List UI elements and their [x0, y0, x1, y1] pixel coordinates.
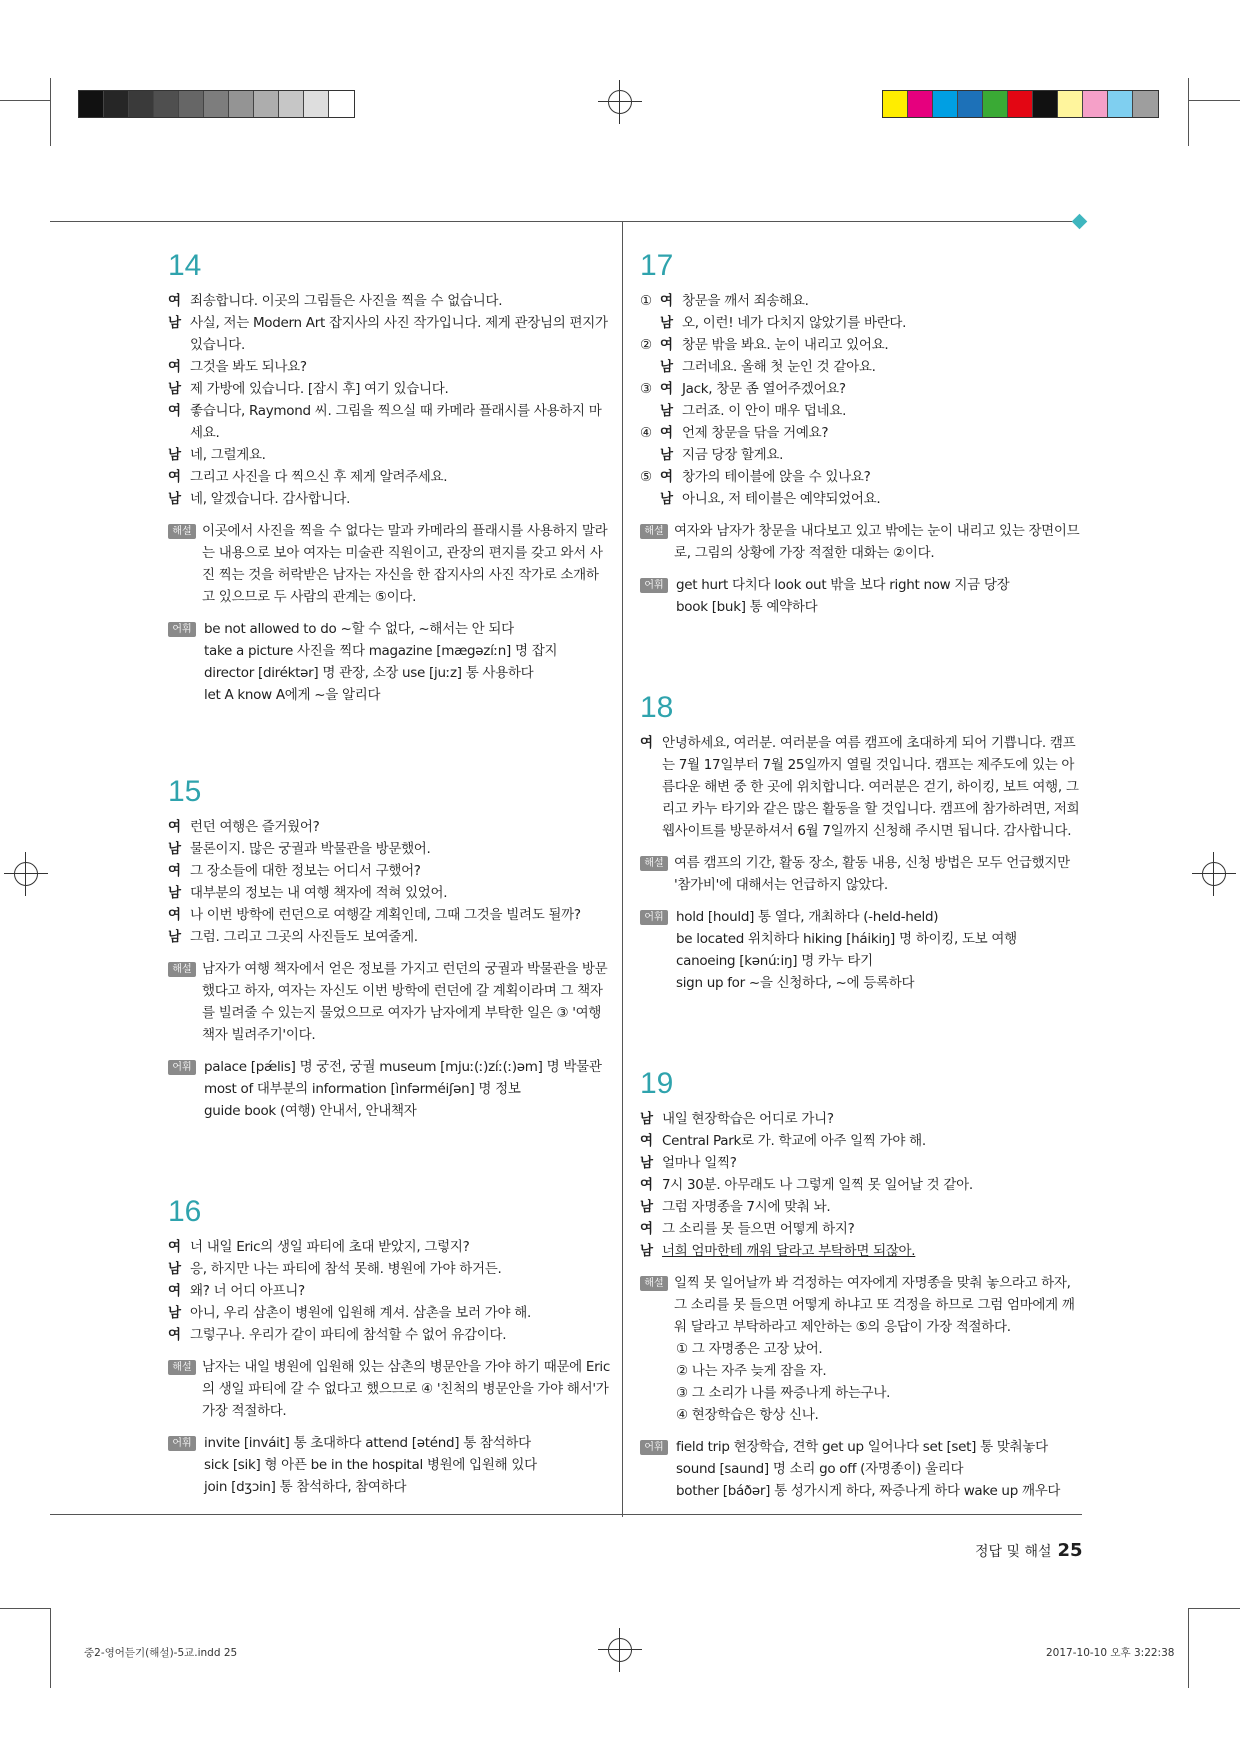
- dialogue: [640, 290, 1082, 510]
- question-number: 14: [168, 249, 202, 282]
- swatch: [1033, 91, 1058, 117]
- vocab-line: get hurt 다치다 look out 밖을 보다 right now 지금 당장: [676, 577, 1010, 593]
- explanation-text: 남자는 내일 병원에 입원해 있는 삼촌의 병문안을 가야 하기 때문에 Eric의 생일 파티에 갈 수 없다고 했으므로 ④ '친척의 병문안을 가야 해서'가 가장 적절하다.: [202, 1359, 610, 1419]
- line-text: 언제 창문을 닦을 거예요?: [682, 425, 829, 441]
- dialogue: [168, 816, 610, 948]
- dialogue-line: [168, 290, 610, 312]
- swatch: [129, 91, 154, 117]
- speaker: 여: [168, 863, 181, 879]
- line-text: 사실, 저는 Modern Art 잡지사의 사진 작가입니다. 제게 관장님의 편지가 있습니다.: [190, 315, 608, 353]
- dialogue-line: [168, 488, 610, 510]
- crop-mark: [1188, 1608, 1240, 1609]
- speaker: 여: [640, 1133, 653, 1149]
- dialogue-line: [168, 356, 610, 378]
- vocab-line: palace [pǽlis] 명 궁전, 궁궐 museum [mjuː(ː)zíː(ː)əm] 명 박물관: [204, 1059, 602, 1075]
- explanation-text: 여자와 남자가 창문을 내다보고 있고 밖에는 눈이 내리고 있는 장면이므로, 그림의 상황에 가장 적절한 대화는 ②이다.: [674, 523, 1080, 561]
- line-text: 그러네요. 올해 첫 눈인 것 같아요.: [682, 359, 876, 375]
- line-text: Jack, 창문 좀 열어주겠어요?: [682, 381, 846, 397]
- column-divider: [622, 222, 623, 1517]
- dialogue-line: [168, 1324, 610, 1346]
- vocab-line: director [diréktər] 명 관장, 소장 use [juːz] 통 사용하다: [204, 665, 534, 681]
- swatch: [1133, 91, 1158, 117]
- explanation: [168, 1356, 610, 1422]
- dialogue-line: [640, 1108, 1082, 1130]
- line-text: 그것을 봐도 되나요?: [190, 359, 307, 375]
- speaker: 여: [168, 1283, 181, 1299]
- crop-mark: [1188, 1608, 1189, 1688]
- dialogue-line: [640, 466, 1082, 488]
- answer-option: ② 나는 자주 늦게 잠을 자.: [676, 1363, 827, 1379]
- vocab-line: book [buk] 통 예약하다: [676, 599, 818, 615]
- dialogue-line: [168, 1236, 610, 1258]
- swatch: [983, 91, 1008, 117]
- explanation-tag: 해설: [168, 1360, 196, 1375]
- dialogue-line: [168, 816, 610, 838]
- swatch: [79, 91, 104, 117]
- line-text: 창문 밖을 봐요. 눈이 내리고 있어요.: [682, 337, 889, 353]
- top-rule: [50, 221, 1082, 222]
- speaker: 남: [168, 841, 181, 857]
- vocab-line: let A know A에게 ~을 알리다: [204, 687, 381, 703]
- explanation: [168, 958, 610, 1046]
- dialogue-line: [168, 860, 610, 882]
- speaker: 여: [640, 1221, 653, 1237]
- dialogue-line: [640, 444, 1082, 466]
- line-text: 7시 30분. 아무래도 나 그렇게 일찍 못 일어날 것 같아.: [662, 1177, 973, 1193]
- line-text: 왜? 너 어디 아프니?: [190, 1283, 305, 1299]
- dialogue: [168, 1236, 610, 1346]
- speaker: 여: [168, 403, 181, 419]
- vocab-line: sick [sik] 형 아픈 be in the hospital 병원에 입원해 있다: [204, 1457, 537, 1473]
- swatch: [1058, 91, 1083, 117]
- crop-mark: [1188, 100, 1240, 101]
- speaker: 여: [660, 381, 673, 397]
- speaker: 남: [660, 447, 673, 463]
- explanation-tag: 해설: [640, 1276, 668, 1291]
- vocab-line: join [dʒɔin] 통 참석하다, 참여하다: [204, 1479, 407, 1495]
- swatch: [279, 91, 304, 117]
- speaker: 남: [640, 1155, 653, 1171]
- vocabulary-tag: 어휘: [640, 910, 668, 925]
- speaker: 여: [660, 337, 673, 353]
- question-16: [168, 1194, 610, 1498]
- dialogue-line: [168, 312, 610, 356]
- option-number: ③: [640, 381, 652, 397]
- explanation-tag: 해설: [640, 524, 668, 539]
- speaker: 남: [168, 1305, 181, 1321]
- question-number: 15: [168, 775, 202, 808]
- line-text: 런던 여행은 즐거웠어?: [190, 819, 320, 835]
- vocab-line: be not allowed to do ~할 수 없다, ~해서는 안 되다: [204, 621, 514, 637]
- speaker: 남: [168, 1261, 181, 1277]
- dialogue-line: [640, 312, 1082, 334]
- dialogue-line: [168, 400, 610, 444]
- line-text: 죄송합니다. 이곳의 그림들은 사진을 찍을 수 없습니다.: [190, 293, 503, 309]
- vocab-line: most of 대부분의 information [ìnfərméiʃən] 명 정보: [204, 1081, 521, 1097]
- line-text: 그럼 자명종을 7시에 맞춰 놔.: [662, 1199, 831, 1215]
- swatch: [1008, 91, 1033, 117]
- dialogue-line: [640, 334, 1082, 356]
- dialogue-line: [168, 378, 610, 400]
- dialogue: [640, 1108, 1082, 1262]
- answer-option: ① 그 자명종은 고장 났어.: [676, 1341, 823, 1357]
- question-15: [168, 774, 610, 1122]
- speaker: 남: [168, 929, 181, 945]
- dialogue-line: [168, 1280, 610, 1302]
- page-number: 25: [1057, 1540, 1083, 1561]
- option-number: ⑤: [640, 469, 652, 485]
- registration-mark-left: [4, 852, 48, 896]
- question-18: [640, 690, 1082, 994]
- line-text: 아니, 우리 삼촌이 병원에 입원해 계셔. 삼촌을 보러 가야 해.: [190, 1305, 531, 1321]
- explanation: [640, 520, 1082, 564]
- registration-mark-right: [1192, 852, 1236, 896]
- swatch: [254, 91, 279, 117]
- vocabulary-tag: 어휘: [168, 1436, 196, 1451]
- vocab-line: invite [inváit] 통 초대하다 attend [əténd] 통 참석하다: [204, 1435, 531, 1451]
- vocabulary-tag: 어휘: [168, 622, 196, 637]
- dialogue-line: [640, 1196, 1082, 1218]
- line-text: 그렇구나. 우리가 같이 파티에 참석할 수 없어 유감이다.: [190, 1327, 507, 1343]
- dialogue-line: [640, 488, 1082, 510]
- question-19: [640, 1066, 1082, 1502]
- line-text: 물론이지. 많은 궁궐과 박물관을 방문했어.: [190, 841, 431, 857]
- answer-options: [674, 1338, 1082, 1426]
- line-text: 아니요, 저 테이블은 예약되었어요.: [682, 491, 881, 507]
- crop-mark: [0, 100, 50, 101]
- swatch: [179, 91, 204, 117]
- question-number: 17: [640, 249, 674, 282]
- line-text: 지금 당장 할게요.: [682, 447, 784, 463]
- dialogue-line: [640, 1240, 1082, 1262]
- vocab-line: field trip 현장학습, 견학 get up 일어나다 set [set] 통 맞춰놓다: [676, 1439, 1048, 1455]
- dialogue-line: [640, 422, 1082, 444]
- dialogue-line: [168, 838, 610, 860]
- answer-option: ④ 현장학습은 항상 신나.: [676, 1407, 819, 1423]
- speaker: 남: [168, 491, 181, 507]
- grayscale-bar: [78, 90, 355, 118]
- line-text: 얼마나 일찍?: [662, 1155, 737, 1171]
- line-text: 그 소리를 못 들으면 어떻게 하지?: [662, 1221, 855, 1237]
- question-number: 16: [168, 1195, 202, 1228]
- question-number: 18: [640, 691, 674, 724]
- dialogue-line: [640, 290, 1082, 312]
- vocab-line: bother [báðər] 통 성가시게 하다, 짜증나게 하다 wake up 깨우다: [676, 1483, 1061, 1499]
- question-17: [640, 248, 1082, 618]
- option-number: ④: [640, 425, 652, 441]
- explanation-tag: 해설: [168, 962, 196, 977]
- vocabulary-tag: 어휘: [168, 1060, 196, 1075]
- vocab-line: sound [saund] 명 소리 go off (자명종이) 울리다: [676, 1461, 964, 1477]
- speaker: 남: [640, 1199, 653, 1215]
- question-number: 19: [640, 1067, 674, 1100]
- vocab-line: be located 위치하다 hiking [háikiŋ] 명 하이킹, 도보 여행: [676, 931, 1017, 947]
- speaker: 남: [640, 1243, 653, 1259]
- imprint-timestamp: 2017-10-10 오후 3:22:38: [1046, 1647, 1175, 1659]
- registration-mark-bottom: [598, 1628, 642, 1672]
- line-text: Central Park로 가. 학교에 아주 일찍 가야 해.: [662, 1133, 926, 1149]
- swatch: [1083, 91, 1108, 117]
- footer-label: 정답 및 해설: [975, 1544, 1052, 1560]
- swatch: [933, 91, 958, 117]
- swatch: [329, 91, 354, 117]
- line-text: 응, 하지만 나는 파티에 참석 못해. 병원에 가야 하거든.: [190, 1261, 502, 1277]
- vocabulary: [640, 906, 1082, 994]
- page-footer: [975, 1540, 1083, 1561]
- speaker: 남: [168, 315, 181, 331]
- speaker: 남: [660, 359, 673, 375]
- vocabulary: [640, 574, 1082, 618]
- swatch: [1108, 91, 1133, 117]
- dialogue-line: [168, 882, 610, 904]
- dialogue-line: [640, 1174, 1082, 1196]
- dialogue-line: [168, 926, 610, 948]
- line-text: 내일 현장학습은 어디로 가니?: [662, 1111, 834, 1127]
- line-text: 창가의 테이블에 앉을 수 있나요?: [682, 469, 871, 485]
- dialogue-line: [640, 1130, 1082, 1152]
- dialogue-line: [168, 904, 610, 926]
- speaker: 여: [660, 469, 673, 485]
- option-number: ①: [640, 293, 652, 309]
- line-text: 대부분의 정보는 내 여행 책자에 적혀 있었어.: [190, 885, 448, 901]
- dialogue-line: [168, 444, 610, 466]
- explanation: [640, 1272, 1082, 1426]
- explanation-text: 일찍 못 일어날까 봐 걱정하는 여자에게 자명종을 맞춰 놓으라고 하자, 그 소리를 못 들으면 어떻게 하냐고 또 걱정을 하므로 그럼 엄마에게 깨워 달라고 부탁하라고 제안하는 ⑤의 응답이 가장 적절하다.: [674, 1275, 1075, 1335]
- swatch: [204, 91, 229, 117]
- explanation: [168, 520, 610, 608]
- monologue: [640, 732, 1082, 842]
- color-bar: [882, 90, 1159, 118]
- line-text: 그러죠. 이 안이 매우 덥네요.: [682, 403, 847, 419]
- explanation: [640, 852, 1082, 896]
- vocabulary: [168, 1056, 610, 1122]
- vocab-line: guide book (여행) 안내서, 안내책자: [204, 1103, 417, 1119]
- crop-mark: [50, 1608, 51, 1688]
- line-text: 창문을 깨서 죄송해요.: [682, 293, 809, 309]
- speaker: 남: [168, 381, 181, 397]
- line-text: 네, 알겠습니다. 감사합니다.: [190, 491, 351, 507]
- line-text: 제 가방에 있습니다. [잠시 후] 여기 있습니다.: [190, 381, 449, 397]
- line-text: 그 장소들에 대한 정보는 어디서 구했어?: [190, 863, 421, 879]
- vocabulary: [168, 618, 610, 706]
- vocabulary-tag: 어휘: [640, 1440, 668, 1455]
- vocab-line: sign up for ~을 신청하다, ~에 등록하다: [676, 975, 915, 991]
- swatch: [229, 91, 254, 117]
- speaker: 여: [660, 293, 673, 309]
- dialogue-line: [640, 732, 1082, 842]
- vocab-line: take a picture 사진을 찍다 magazine [mӕgəzíːn] 명 잡지: [204, 643, 558, 659]
- speaker: 남: [660, 491, 673, 507]
- crop-mark: [50, 78, 51, 146]
- line-text: 그럼. 그리고 그곳의 사진들도 보여줄게.: [190, 929, 418, 945]
- speaker: 여: [168, 359, 181, 375]
- line-text: 그리고 사진을 다 찍으신 후 제게 알려주세요.: [190, 469, 448, 485]
- line-text: 네, 그럴게요.: [190, 447, 266, 463]
- line-text: 안녕하세요, 여러분. 여러분을 여름 캠프에 초대하게 되어 기쁩니다. 캠프는 7월 17일부터 7월 25일까지 열릴 것입니다. 캠프는 제주도에 있는 아름다운 해변 중 한 곳에 위치합니다. 여러분은 걷기, 하이킹, 보트 여행, 그리고 카누 타기와 같은 많은 활동을 할 것입니다. 캠프에 참가하려면, 저희 웹사이트를 방문하셔서 6월 7일까지 신청해 주시면 됩니다. 감사합니다.: [662, 735, 1080, 839]
- line-text: 너희 엄마한테 깨워 달라고 부탁하면 되잖아.: [662, 1243, 916, 1259]
- imprint-file: 중2-영어듣기(해설)-5교.indd 25: [84, 1647, 238, 1659]
- crop-mark: [0, 1608, 50, 1609]
- dialogue: [168, 290, 610, 510]
- dialogue-line: [640, 356, 1082, 378]
- dialogue-line: [640, 378, 1082, 400]
- swatch: [304, 91, 329, 117]
- speaker: 남: [168, 447, 181, 463]
- dialogue-line: [640, 400, 1082, 422]
- speaker: 여: [640, 1177, 653, 1193]
- line-text: 나 이번 방학에 런던으로 여행갈 계획인데, 그때 그것을 빌려도 될까?: [190, 907, 581, 923]
- speaker: 여: [660, 425, 673, 441]
- speaker: 남: [168, 885, 181, 901]
- question-14: [168, 248, 610, 706]
- option-number: ②: [640, 337, 652, 353]
- swatch: [958, 91, 983, 117]
- speaker: 남: [640, 1111, 653, 1127]
- explanation-tag: 해설: [168, 524, 196, 539]
- bottom-rule: [50, 1514, 1082, 1515]
- vocab-line: hold [hould] 통 열다, 개최하다 (-held-held): [676, 909, 939, 925]
- accent-diamond: [1072, 214, 1088, 230]
- swatch: [908, 91, 933, 117]
- speaker: 여: [168, 293, 181, 309]
- swatch: [154, 91, 179, 117]
- speaker: 여: [168, 1327, 181, 1343]
- speaker: 여: [168, 819, 181, 835]
- dialogue-line: [640, 1218, 1082, 1240]
- line-text: 너 내일 Eric의 생일 파티에 초대 받았지, 그렇지?: [190, 1239, 470, 1255]
- vocabulary-tag: 어휘: [640, 578, 668, 593]
- dialogue-line: [168, 466, 610, 488]
- speaker: 여: [168, 1239, 181, 1255]
- vocabulary: [640, 1436, 1082, 1502]
- speaker: 여: [168, 469, 181, 485]
- registration-mark-top: [598, 80, 642, 124]
- explanation-text: 이곳에서 사진을 찍을 수 없다는 말과 카메라의 플래시를 사용하지 말라는 내용으로 보아 여자는 미술관 직원이고, 관장의 편지를 갖고 와서 사진 찍는 것을 허락받은 남자는 자신을 한 잡지사의 사진 작가로 소개하고 있으므로 두 사람의 관계는 ⑤이다.: [202, 523, 608, 605]
- crop-mark: [1188, 78, 1189, 146]
- explanation-text: 여름 캠프의 기간, 활동 장소, 활동 내용, 신청 방법은 모두 언급했지만 '참가비'에 대해서는 언급하지 않았다.: [674, 855, 1070, 893]
- vocab-line: canoeing [kənúːiŋ] 명 카누 타기: [676, 953, 873, 969]
- speaker: 남: [660, 315, 673, 331]
- vocabulary: [168, 1432, 610, 1498]
- swatch: [104, 91, 129, 117]
- speaker: 남: [660, 403, 673, 419]
- answer-option: ③ 그 소리가 나를 짜증나게 하는구나.: [676, 1385, 891, 1401]
- line-text: 오, 이런! 네가 다치지 않았기를 바란다.: [682, 315, 907, 331]
- dialogue-line: [168, 1258, 610, 1280]
- explanation-tag: 해설: [640, 856, 668, 871]
- line-text: 좋습니다, Raymond 씨. 그림을 찍으실 때 카메라 플래시를 사용하지 마세요.: [190, 403, 602, 441]
- dialogue-line: [640, 1152, 1082, 1174]
- explanation-text: 남자가 여행 책자에서 얻은 정보를 가지고 런던의 궁궐과 박물관을 방문했다고 하자, 여자는 자신도 이번 방학에 런던에 갈 계획이라며 그 책자를 빌려줄 수 있는지 물었으므로 여자가 남자에게 부탁한 일은 ③ '여행 책자 빌려주기'이다.: [202, 961, 608, 1043]
- speaker: 여: [168, 907, 181, 923]
- speaker: 여: [640, 735, 653, 751]
- swatch: [883, 91, 908, 117]
- dialogue-line: [168, 1302, 610, 1324]
